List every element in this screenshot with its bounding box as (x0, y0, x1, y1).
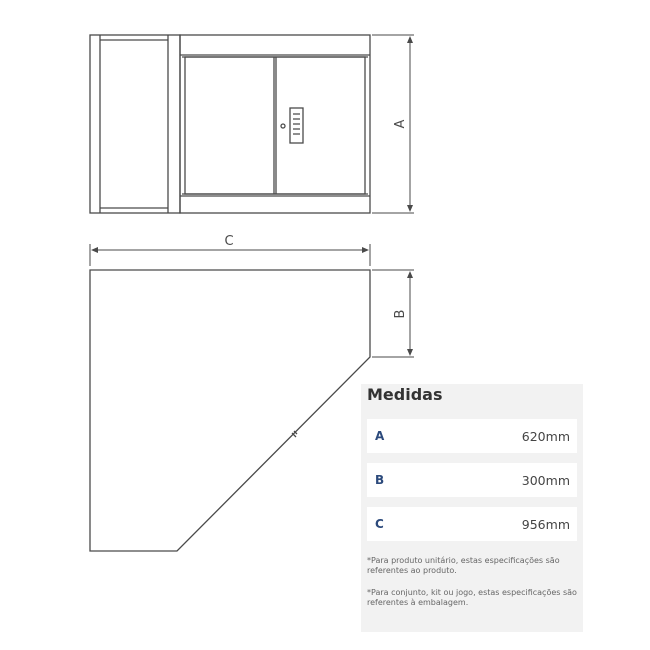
top-view (90, 270, 370, 551)
dimension-a-label: A (393, 119, 408, 129)
lock-icon (281, 124, 285, 128)
spec-row-c (367, 507, 577, 541)
spec-key: B (375, 473, 385, 487)
left-side-panel (90, 35, 180, 213)
spec-key: A (375, 429, 385, 443)
door-handle (290, 108, 303, 143)
specs-panel (361, 384, 583, 632)
dimension-c-label: C (224, 234, 234, 249)
cabinet-body (180, 35, 370, 213)
dimension-b-label: B (393, 309, 408, 319)
spec-row-a (367, 419, 577, 453)
spec-note-unit: *Para produto unitário, estas especificações são referentes ao produto. (367, 556, 560, 575)
spec-value: 956mm (521, 516, 570, 532)
spec-note-kit: *Para conjunto, kit ou jogo, estas especificações são referentes à embalagem. (367, 588, 577, 607)
cabinet-doors (185, 57, 365, 194)
spec-row-b (367, 463, 577, 497)
spec-value: 620mm (521, 428, 570, 444)
front-view (90, 35, 370, 213)
spec-value: 300mm (521, 472, 570, 488)
spec-key: C (375, 517, 384, 531)
specs-title: Medidas (367, 385, 443, 404)
top-view-outline (90, 270, 370, 551)
